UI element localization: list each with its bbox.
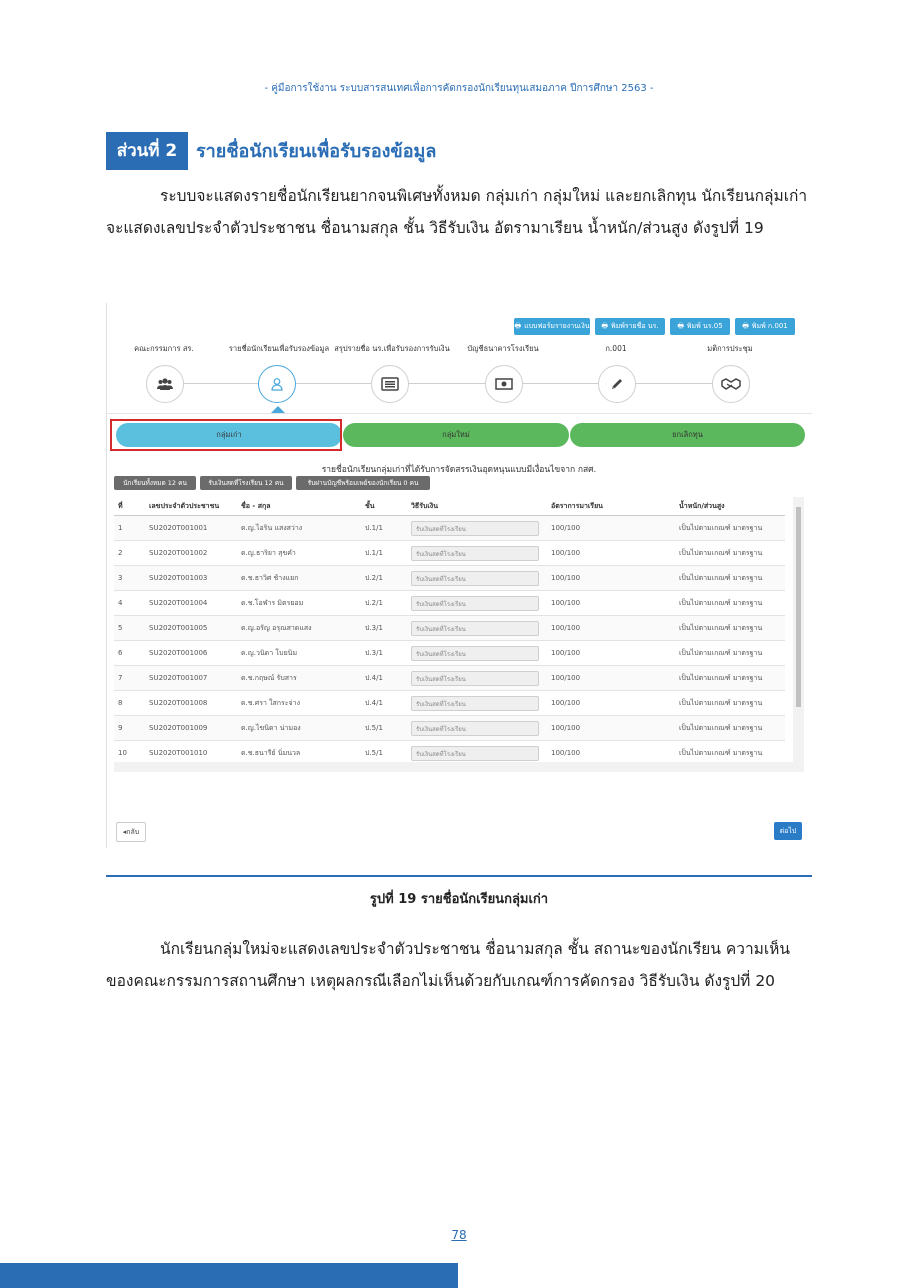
highlight-box	[110, 419, 342, 451]
cell-no: 4	[114, 591, 145, 616]
handshake-icon	[721, 377, 741, 391]
cell-citizen-id: SU2020T001008	[145, 691, 237, 716]
cell-name: ด.ช.ธนารีย์ นิ่มนวล	[237, 741, 361, 766]
col-attendance: อัตราการมาเรียน	[547, 497, 675, 516]
cell-name: ด.ญ.ธาริยา สุขคำ	[237, 541, 361, 566]
cash-at-school-badge: รับเงินสดที่โรงเรียน 12 คน	[200, 476, 292, 490]
step-label-k001: ก.001	[605, 344, 627, 353]
cell-citizen-id: SU2020T001007	[145, 666, 237, 691]
stepper-line	[165, 383, 735, 384]
cell-name: ด.ช.โอฬาร มิตรยอม	[237, 591, 361, 616]
next-button[interactable]: ต่อไป	[774, 822, 802, 840]
money-bill-icon	[495, 378, 513, 390]
cell-no: 1	[114, 516, 145, 541]
cell-name: ด.ญ.วนิดา โบยนิม	[237, 641, 361, 666]
cell-payment-method	[407, 691, 547, 716]
print-student-list-label: พิมพ์รายชื่อ นร.	[611, 322, 659, 330]
payment-method-field[interactable]: รับเงินสดที่โรงเรียน	[411, 646, 539, 661]
table-row[interactable]	[114, 716, 785, 741]
cell-no: 5	[114, 616, 145, 641]
cell-no: 3	[114, 566, 145, 591]
table-row[interactable]	[114, 516, 785, 541]
cell-attendance: 100/100	[547, 566, 675, 591]
payment-method-field[interactable]: รับเงินสดที่โรงเรียน	[411, 696, 539, 711]
printer-icon: 🖶	[742, 322, 749, 330]
table-row[interactable]	[114, 691, 785, 716]
scrollbar-thumb[interactable]	[796, 507, 801, 707]
printer-icon: 🖶	[514, 322, 522, 330]
col-citizen-id: เลขประจำตัวประชาชน	[145, 497, 237, 516]
footer-bar	[0, 1263, 458, 1288]
header-note: - คู่มือการใช้งาน ระบบสารสนเทศเพื่อการคัดกรองนักเรียนทุนเสมอภาค ปีการศึกษา 2563 -	[264, 83, 654, 94]
cell-citizen-id: SU2020T001002	[145, 541, 237, 566]
table-row[interactable]	[114, 591, 785, 616]
cell-name: ด.ญ.ไขนิดา น่ามอง	[237, 716, 361, 741]
col-weight-height: น้ำหนัก/ส่วนสูง	[675, 497, 785, 516]
tab-cancelled[interactable]: ยกเลิกทุน	[570, 423, 805, 447]
step-k001[interactable]	[598, 365, 636, 403]
list-alt-icon	[381, 377, 399, 391]
cell-payment-method	[407, 616, 547, 641]
print-nr05-label: พิมพ์ นร.05	[686, 322, 723, 330]
print-payment-form-label: แบบฟอร์มรายงานเงิน	[524, 322, 590, 330]
cell-citizen-id: SU2020T001004	[145, 591, 237, 616]
cell-name: ด.ช.กฤษณ์ รับสาร	[237, 666, 361, 691]
step-meeting[interactable]	[712, 365, 750, 403]
figure-divider	[106, 875, 812, 877]
table-row[interactable]	[114, 641, 785, 666]
table-row[interactable]	[114, 541, 785, 566]
printer-icon: 🖶	[677, 322, 684, 330]
pencil-icon	[610, 377, 624, 391]
cell-citizen-id: SU2020T001006	[145, 641, 237, 666]
cell-weight-height: เป็นไปตามเกณฑ์ มาตรฐาน	[675, 641, 785, 666]
tab-old-group[interactable]: กลุ่มเก่า	[116, 423, 342, 447]
user-icon	[270, 377, 284, 391]
cell-payment-method	[407, 541, 547, 566]
screenshot-border	[106, 303, 107, 848]
cell-class: ป.3/1	[361, 616, 407, 641]
cell-class: ป.4/1	[361, 666, 407, 691]
cell-payment-method	[407, 516, 547, 541]
cell-attendance: 100/100	[547, 741, 675, 766]
cell-attendance: 100/100	[547, 541, 675, 566]
cell-weight-height: เป็นไปตามเกณฑ์ มาตรฐาน	[675, 716, 785, 741]
payment-method-field[interactable]: รับเงินสดที่โรงเรียน	[411, 721, 539, 736]
promptpay-badge: รับผ่านบัญชีพร้อมเพย์ของนักเรียน 0 คน	[296, 476, 430, 490]
cell-name: ด.ช.ศรา ใสกระจ่าง	[237, 691, 361, 716]
cell-class: ป.2/1	[361, 566, 407, 591]
payment-method-field[interactable]: รับเงินสดที่โรงเรียน	[411, 546, 539, 561]
printer-icon: 🖶	[601, 322, 608, 330]
cell-attendance: 100/100	[547, 641, 675, 666]
stepper-divider	[106, 413, 812, 414]
cell-class: ป.3/1	[361, 641, 407, 666]
cell-payment-method	[407, 716, 547, 741]
cell-citizen-id: SU2020T001001	[145, 516, 237, 541]
step-committee[interactable]	[146, 365, 184, 403]
step-label-bank-account: บัญชีธนาคารโรงเรียน	[467, 344, 539, 353]
cell-class: ป.5/1	[361, 716, 407, 741]
list-caption: รายชื่อนักเรียนกลุ่มเก่าที่ได้รับการจัดสรรเงินอุดหนุนแบบมีเงื่อนไขจาก กสศ.	[321, 465, 597, 475]
intro-paragraph	[106, 180, 812, 244]
cell-class: ป.4/1	[361, 691, 407, 716]
cell-class: ป.1/1	[361, 541, 407, 566]
print-k001-button[interactable]	[735, 318, 795, 335]
cell-weight-height: เป็นไปตามเกณฑ์ มาตรฐาน	[675, 616, 785, 641]
section-title: รายชื่อนักเรียนเพื่อรับรองข้อมูล	[196, 141, 437, 162]
table-row[interactable]	[114, 566, 785, 591]
cell-class: ป.5/1	[361, 741, 407, 766]
payment-method-field[interactable]: รับเงินสดที่โรงเรียน	[411, 671, 539, 686]
col-class: ชั้น	[361, 497, 407, 516]
cell-attendance: 100/100	[547, 591, 675, 616]
active-step-pointer	[271, 406, 285, 413]
cell-class: ป.1/1	[361, 516, 407, 541]
step-label-meeting: มติการประชุม	[707, 344, 753, 353]
second-paragraph-text: นักเรียนกลุ่มใหม่จะแสดงเลขประจำตัวประชาชน ชื่อนามสกุล ชั้น สถานะของนักเรียน ความเห็นของคณะกรรมการสถานศึกษา เหตุผลกรณีเลือกไม่เห็นด้วยกับเกณฑ์การคัดกรอง วิธีรับเงิน ดังรูปที่ 20	[106, 940, 790, 990]
payment-method-field[interactable]: รับเงินสดที่โรงเรียน	[411, 621, 539, 636]
cell-weight-height: เป็นไปตามเกณฑ์ มาตรฐาน	[675, 591, 785, 616]
page-number: 78	[451, 1228, 467, 1242]
print-k001-label: พิมพ์ ก.001	[751, 322, 788, 330]
cell-name: ด.ญ.อรัญ อรุณสาดแสง	[237, 616, 361, 641]
col-name: ชื่อ - สกุล	[237, 497, 361, 516]
cell-no: 10	[114, 741, 145, 766]
cell-payment-method	[407, 566, 547, 591]
cell-weight-height: เป็นไปตามเกณฑ์ มาตรฐาน	[675, 516, 785, 541]
users-icon	[157, 377, 173, 391]
cell-weight-height: เป็นไปตามเกณฑ์ มาตรฐาน	[675, 566, 785, 591]
table-row[interactable]	[114, 616, 785, 641]
payment-method-field[interactable]: รับเงินสดที่โรงเรียน	[411, 746, 539, 761]
table-header-row	[114, 497, 785, 516]
cell-class: ป.2/1	[361, 591, 407, 616]
student-table	[114, 497, 785, 766]
intro-paragraph-text: ระบบจะแสดงรายชื่อนักเรียนยากจนพิเศษทั้งหมด กลุ่มเก่า กลุ่มใหม่ และยกเลิกทุน นักเรียนกลุ่มเก่าจะแสดงเลขประจำตัวประชาชน ชื่อนามสกุล ชั้น วิธีรับเงิน อัตรามาเรียน น้ำหนัก/ส่วนสูง ดังรูปที่ 19	[106, 187, 808, 237]
cell-citizen-id: SU2020T001009	[145, 716, 237, 741]
table-row[interactable]	[114, 666, 785, 691]
cell-weight-height: เป็นไปตามเกณฑ์ มาตรฐาน	[675, 541, 785, 566]
cell-no: 6	[114, 641, 145, 666]
cell-no: 8	[114, 691, 145, 716]
tab-new-group[interactable]: กลุ่มใหม่	[343, 423, 569, 447]
cell-citizen-id: SU2020T001010	[145, 741, 237, 766]
cell-attendance: 100/100	[547, 666, 675, 691]
col-payment-method: วิธีรับเงิน	[407, 497, 547, 516]
cell-name: ด.ญ.ไอริน แสงสว่าง	[237, 516, 361, 541]
table-horizontal-scrollbar[interactable]	[114, 762, 804, 772]
cell-attendance: 100/100	[547, 691, 675, 716]
payment-method-field[interactable]: รับเงินสดที่โรงเรียน	[411, 596, 539, 611]
cell-weight-height: เป็นไปตามเกณฑ์ มาตรฐาน	[675, 666, 785, 691]
section-badge: ส่วนที่ 2	[106, 132, 188, 170]
step-summary[interactable]	[371, 365, 409, 403]
payment-method-field[interactable]: รับเงินสดที่โรงเรียน	[411, 571, 539, 586]
cell-payment-method	[407, 666, 547, 691]
cell-payment-method	[407, 641, 547, 666]
cell-name: ด.ช.ธาวิศ ช้างแยก	[237, 566, 361, 591]
cell-payment-method	[407, 591, 547, 616]
cell-citizen-id: SU2020T001003	[145, 566, 237, 591]
cell-attendance: 100/100	[547, 716, 675, 741]
back-button[interactable]: ◂กลับ	[116, 822, 146, 842]
total-students-badge: นักเรียนทั้งหมด 12 คน	[114, 476, 196, 490]
cell-no: 7	[114, 666, 145, 691]
cell-weight-height: เป็นไปตามเกณฑ์ มาตรฐาน	[675, 691, 785, 716]
cell-weight-height: เป็นไปตามเกณฑ์ มาตรฐาน	[675, 741, 785, 766]
step-label-committee: คณะกรรมการ สร.	[134, 344, 194, 353]
step-label-summary: สรุปรายชื่อ นร.เพื่อรับรองการรับเงิน	[334, 344, 450, 353]
second-paragraph	[106, 933, 812, 997]
print-payment-form-button[interactable]	[514, 318, 590, 335]
cell-no: 9	[114, 716, 145, 741]
col-no: ที่	[114, 497, 145, 516]
payment-method-field[interactable]: รับเงินสดที่โรงเรียน	[411, 521, 539, 536]
figure-caption: รูปที่ 19 รายชื่อนักเรียนกลุ่มเก่า	[369, 892, 549, 907]
step-label-student-list: รายชื่อนักเรียนเพื่อรับรองข้อมูล	[228, 344, 330, 353]
cell-attendance: 100/100	[547, 616, 675, 641]
step-bank-account[interactable]	[485, 365, 523, 403]
print-student-list-button[interactable]	[595, 318, 665, 335]
step-student-list[interactable]	[258, 365, 296, 403]
cell-attendance: 100/100	[547, 516, 675, 541]
cell-no: 2	[114, 541, 145, 566]
cell-citizen-id: SU2020T001005	[145, 616, 237, 641]
print-nr05-button[interactable]	[670, 318, 730, 335]
